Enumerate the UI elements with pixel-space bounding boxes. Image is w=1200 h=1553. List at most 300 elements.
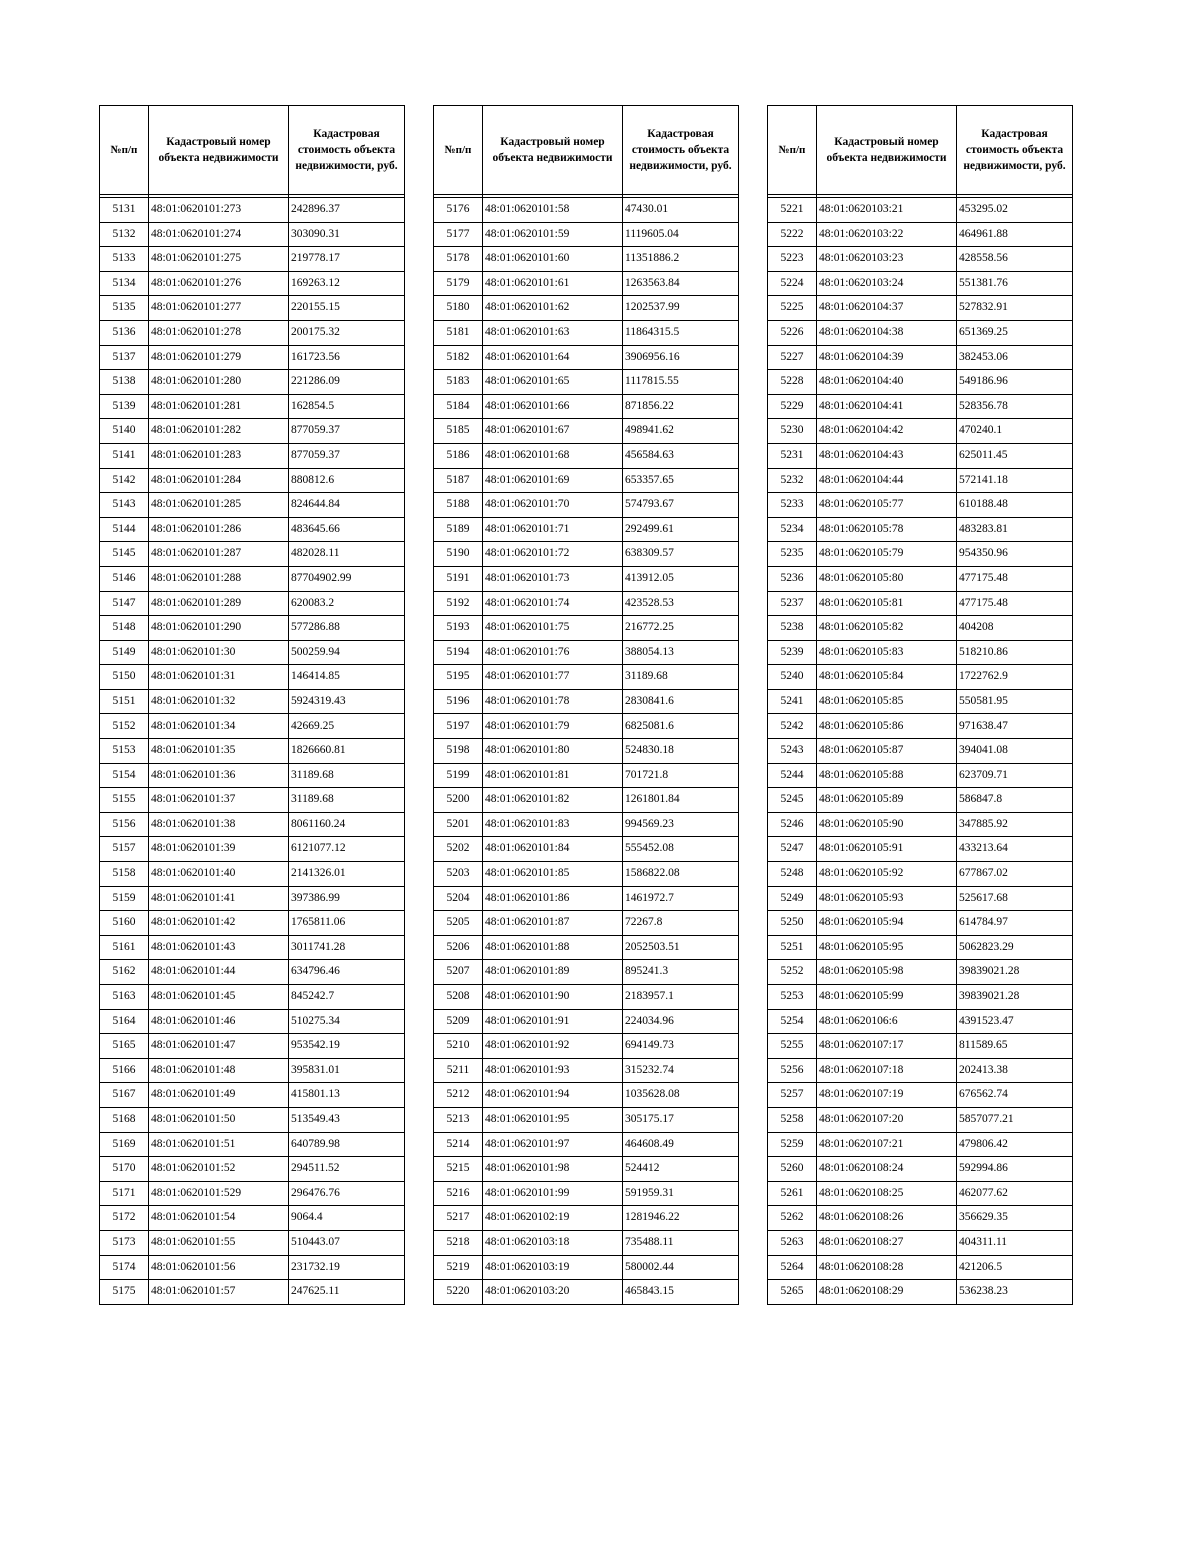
row-number: 5190 — [434, 542, 483, 567]
cadastral-number: 48:01:0620101:274 — [149, 222, 289, 247]
row-number: 5229 — [768, 394, 817, 419]
cadastral-number: 48:01:0620101:285 — [149, 493, 289, 518]
table-row — [768, 468, 1073, 493]
row-number: 5197 — [434, 714, 483, 739]
cadastral-value: 415801.13 — [289, 1083, 405, 1108]
cadastral-number: 48:01:0620107:18 — [817, 1058, 957, 1083]
row-number: 5173 — [100, 1230, 149, 1255]
row-number: 5164 — [100, 1009, 149, 1034]
table-row — [768, 320, 1073, 345]
table-row — [434, 271, 739, 296]
table-row — [434, 911, 739, 936]
cadastral-number: 48:01:0620104:42 — [817, 419, 957, 444]
cadastral-number: 48:01:0620101:62 — [483, 296, 623, 321]
row-number: 5256 — [768, 1058, 817, 1083]
cadastral-value: 871856.22 — [623, 394, 739, 419]
cadastral-value: 1586822.08 — [623, 862, 739, 887]
header-row — [768, 106, 1073, 195]
cadastral-number: 48:01:0620108:29 — [817, 1280, 957, 1305]
row-number: 5158 — [100, 862, 149, 887]
cadastral-value: 413912.05 — [623, 566, 739, 591]
table-row — [434, 345, 739, 370]
table-row — [768, 1107, 1073, 1132]
cadastral-value: 483645.66 — [289, 517, 405, 542]
cadastral-number: 48:01:0620101:75 — [483, 616, 623, 641]
row-number: 5189 — [434, 517, 483, 542]
cadastral-number: 48:01:0620101:31 — [149, 665, 289, 690]
table-row — [100, 935, 405, 960]
cadastral-number: 48:01:0620101:36 — [149, 763, 289, 788]
cadastral-number: 48:01:0620101:59 — [483, 222, 623, 247]
cadastral-value: 3906956.16 — [623, 345, 739, 370]
cadastral-value: 592994.86 — [957, 1157, 1073, 1182]
cadastral-value: 634796.46 — [289, 960, 405, 985]
table-row — [100, 1009, 405, 1034]
table-row — [768, 985, 1073, 1010]
table-row — [434, 665, 739, 690]
table-row — [100, 222, 405, 247]
cadastral-number: 48:01:0620101:82 — [483, 788, 623, 813]
cadastral-number: 48:01:0620101:72 — [483, 542, 623, 567]
cadastral-value: 701721.8 — [623, 763, 739, 788]
table-row — [434, 1181, 739, 1206]
cadastral-value: 87704902.99 — [289, 566, 405, 591]
cadastral-value: 292499.61 — [623, 517, 739, 542]
table-row — [100, 714, 405, 739]
row-number: 5140 — [100, 419, 149, 444]
row-number: 5257 — [768, 1083, 817, 1108]
cadastral-number: 48:01:0620103:20 — [483, 1280, 623, 1305]
cadastral-number: 48:01:0620105:98 — [817, 960, 957, 985]
table-row — [768, 911, 1073, 936]
cadastral-number: 48:01:0620101:529 — [149, 1181, 289, 1206]
row-number: 5176 — [434, 198, 483, 223]
table-row — [434, 1083, 739, 1108]
row-number: 5241 — [768, 689, 817, 714]
table-row — [768, 1083, 1073, 1108]
cadastral-value: 640789.98 — [289, 1132, 405, 1157]
table-row — [100, 985, 405, 1010]
table-row — [100, 886, 405, 911]
row-number: 5188 — [434, 493, 483, 518]
cadastral-value: 5924319.43 — [289, 689, 405, 714]
row-number: 5161 — [100, 935, 149, 960]
cadastral-value: 423528.53 — [623, 591, 739, 616]
row-number: 5239 — [768, 640, 817, 665]
cadastral-number: 48:01:0620101:44 — [149, 960, 289, 985]
table-row — [768, 1181, 1073, 1206]
cadastral-value: 202413.38 — [957, 1058, 1073, 1083]
cadastral-number: 48:01:0620105:99 — [817, 985, 957, 1010]
row-number: 5205 — [434, 911, 483, 936]
row-number: 5248 — [768, 862, 817, 887]
cadastral-value: 527832.91 — [957, 296, 1073, 321]
row-number: 5221 — [768, 198, 817, 223]
cadastral-number: 48:01:0620101:63 — [483, 320, 623, 345]
table-row — [768, 296, 1073, 321]
cadastral-number: 48:01:0620101:30 — [149, 640, 289, 665]
table-row — [768, 763, 1073, 788]
row-number: 5135 — [100, 296, 149, 321]
row-number: 5144 — [100, 517, 149, 542]
cadastral-value: 477175.48 — [957, 566, 1073, 591]
cadastral-value: 525617.68 — [957, 886, 1073, 911]
cadastral-number: 48:01:0620105:89 — [817, 788, 957, 813]
cadastral-number: 48:01:0620101:47 — [149, 1034, 289, 1059]
row-number: 5204 — [434, 886, 483, 911]
cadastral-value: 470240.1 — [957, 419, 1073, 444]
row-number: 5224 — [768, 271, 817, 296]
cadastral-value: 518210.86 — [957, 640, 1073, 665]
table-row — [434, 812, 739, 837]
table-row — [100, 394, 405, 419]
cadastral-number: 48:01:0620101:92 — [483, 1034, 623, 1059]
cadastral-number: 48:01:0620101:55 — [149, 1230, 289, 1255]
row-number: 5246 — [768, 812, 817, 837]
cadastral-value: 510275.34 — [289, 1009, 405, 1034]
cadastral-number: 48:01:0620101:80 — [483, 739, 623, 764]
table-row — [768, 862, 1073, 887]
row-number: 5219 — [434, 1255, 483, 1280]
row-number: 5258 — [768, 1107, 817, 1132]
table-row — [768, 1157, 1073, 1182]
cadastral-number: 48:01:0620101:83 — [483, 812, 623, 837]
cadastral-number: 48:01:0620101:66 — [483, 394, 623, 419]
cadastral-number: 48:01:0620105:82 — [817, 616, 957, 641]
table-row — [100, 198, 405, 223]
row-number: 5212 — [434, 1083, 483, 1108]
table-row — [434, 1255, 739, 1280]
cadastral-number: 48:01:0620105:94 — [817, 911, 957, 936]
cadastral-number: 48:01:0620105:92 — [817, 862, 957, 887]
table-row — [100, 862, 405, 887]
cadastral-number: 48:01:0620101:89 — [483, 960, 623, 985]
cadastral-value: 614784.97 — [957, 911, 1073, 936]
table-row — [434, 640, 739, 665]
row-number: 5263 — [768, 1230, 817, 1255]
cadastral-number: 48:01:0620105:86 — [817, 714, 957, 739]
cadastral-number: 48:01:0620101:50 — [149, 1107, 289, 1132]
table-row — [100, 665, 405, 690]
table-row — [434, 1034, 739, 1059]
table-row — [434, 320, 739, 345]
row-number: 5160 — [100, 911, 149, 936]
table-row — [434, 935, 739, 960]
row-number: 5175 — [100, 1280, 149, 1305]
cadastral-number: 48:01:0620101:281 — [149, 394, 289, 419]
cadastral-number: 48:01:0620101:49 — [149, 1083, 289, 1108]
row-number: 5193 — [434, 616, 483, 641]
table-row — [100, 911, 405, 936]
row-number: 5236 — [768, 566, 817, 591]
cadastral-value: 623709.71 — [957, 763, 1073, 788]
table-row — [768, 1058, 1073, 1083]
cadastral-value: 971638.47 — [957, 714, 1073, 739]
row-number: 5265 — [768, 1280, 817, 1305]
table-row — [434, 985, 739, 1010]
cadastral-number: 48:01:0620105:90 — [817, 812, 957, 837]
cadastral-number: 48:01:0620101:97 — [483, 1132, 623, 1157]
cadastral-value: 395831.01 — [289, 1058, 405, 1083]
row-number: 5208 — [434, 985, 483, 1010]
cadastral-value: 638309.57 — [623, 542, 739, 567]
table-row — [434, 1009, 739, 1034]
cadastral-number: 48:01:0620101:41 — [149, 886, 289, 911]
row-number: 5217 — [434, 1206, 483, 1231]
row-number: 5234 — [768, 517, 817, 542]
cadastral-value: 221286.09 — [289, 370, 405, 395]
row-number: 5143 — [100, 493, 149, 518]
row-number: 5174 — [100, 1255, 149, 1280]
cadastral-number: 48:01:0620105:85 — [817, 689, 957, 714]
row-number: 5177 — [434, 222, 483, 247]
header-cadastral-number: Кадастровый номер объекта недвижимости — [483, 106, 623, 195]
table-row — [434, 1132, 739, 1157]
table-row — [100, 1132, 405, 1157]
row-number: 5187 — [434, 468, 483, 493]
cadastral-value: 247625.11 — [289, 1280, 405, 1305]
cadastral-number: 48:01:0620101:52 — [149, 1157, 289, 1182]
row-number: 5165 — [100, 1034, 149, 1059]
cadastral-value: 394041.08 — [957, 739, 1073, 764]
header-num: №п/п — [768, 106, 817, 195]
row-number: 5186 — [434, 443, 483, 468]
table-row — [100, 320, 405, 345]
table-row — [434, 443, 739, 468]
cadastral-value: 146414.85 — [289, 665, 405, 690]
cadastral-value: 200175.32 — [289, 320, 405, 345]
cadastral-number: 48:01:0620103:21 — [817, 198, 957, 223]
cadastral-value: 524830.18 — [623, 739, 739, 764]
table-row — [100, 689, 405, 714]
row-number: 5153 — [100, 739, 149, 764]
row-number: 5245 — [768, 788, 817, 813]
header-num: №п/п — [434, 106, 483, 195]
cadastral-value: 1119605.04 — [623, 222, 739, 247]
cadastral-number: 48:01:0620101:56 — [149, 1255, 289, 1280]
cadastral-value: 397386.99 — [289, 886, 405, 911]
table-row — [100, 960, 405, 985]
table-row — [100, 419, 405, 444]
cadastral-number: 48:01:0620101:88 — [483, 935, 623, 960]
cadastral-number: 48:01:0620101:98 — [483, 1157, 623, 1182]
row-number: 5254 — [768, 1009, 817, 1034]
cadastral-number: 48:01:0620106:6 — [817, 1009, 957, 1034]
cadastral-value: 524412 — [623, 1157, 739, 1182]
header-cadastral-number: Кадастровый номер объекта недвижимости — [149, 106, 289, 195]
table-row — [768, 739, 1073, 764]
cadastral-number: 48:01:0620101:35 — [149, 739, 289, 764]
cadastral-value: 1826660.81 — [289, 739, 405, 764]
table-row — [768, 271, 1073, 296]
row-number: 5196 — [434, 689, 483, 714]
cadastral-number: 48:01:0620101:70 — [483, 493, 623, 518]
row-number: 5255 — [768, 1034, 817, 1059]
row-number: 5142 — [100, 468, 149, 493]
cadastral-number: 48:01:0620101:76 — [483, 640, 623, 665]
cadastral-value: 555452.08 — [623, 837, 739, 862]
table-row — [434, 394, 739, 419]
cadastral-number: 48:01:0620101:280 — [149, 370, 289, 395]
cadastral-value: 483283.81 — [957, 517, 1073, 542]
row-number: 5154 — [100, 763, 149, 788]
header-num: №п/п — [100, 106, 149, 195]
row-number: 5200 — [434, 788, 483, 813]
table-row — [768, 419, 1073, 444]
cadastral-number: 48:01:0620101:283 — [149, 443, 289, 468]
cadastral-value: 1281946.22 — [623, 1206, 739, 1231]
row-number: 5185 — [434, 419, 483, 444]
cadastral-value: 6121077.12 — [289, 837, 405, 862]
cadastre-table-3 — [767, 105, 1073, 1305]
cadastral-number: 48:01:0620105:79 — [817, 542, 957, 567]
cadastral-number: 48:01:0620101:43 — [149, 935, 289, 960]
table-row — [100, 345, 405, 370]
cadastral-number: 48:01:0620101:65 — [483, 370, 623, 395]
cadastral-number: 48:01:0620101:278 — [149, 320, 289, 345]
row-number: 5148 — [100, 616, 149, 641]
table-row — [100, 370, 405, 395]
cadastral-number: 48:01:0620105:87 — [817, 739, 957, 764]
table-row — [768, 616, 1073, 641]
cadastral-number: 48:01:0620101:32 — [149, 689, 289, 714]
table-row — [768, 345, 1073, 370]
cadastral-value: 2830841.6 — [623, 689, 739, 714]
cadastral-number: 48:01:0620104:43 — [817, 443, 957, 468]
cadastral-value: 464961.88 — [957, 222, 1073, 247]
table-row — [100, 271, 405, 296]
row-number: 5198 — [434, 739, 483, 764]
table-row — [768, 960, 1073, 985]
cadastral-value: 877059.37 — [289, 443, 405, 468]
cadastral-number: 48:01:0620105:77 — [817, 493, 957, 518]
row-number: 5183 — [434, 370, 483, 395]
row-number: 5145 — [100, 542, 149, 567]
cadastral-value: 2141326.01 — [289, 862, 405, 887]
row-number: 5211 — [434, 1058, 483, 1083]
table-row — [434, 419, 739, 444]
cadastral-number: 48:01:0620101:79 — [483, 714, 623, 739]
row-number: 5233 — [768, 493, 817, 518]
row-number: 5169 — [100, 1132, 149, 1157]
cadastral-number: 48:01:0620103:22 — [817, 222, 957, 247]
cadastral-value: 464608.49 — [623, 1132, 739, 1157]
cadastral-value: 653357.65 — [623, 468, 739, 493]
table-row — [100, 616, 405, 641]
cadastral-value: 513549.43 — [289, 1107, 405, 1132]
row-number: 5237 — [768, 591, 817, 616]
row-number: 5209 — [434, 1009, 483, 1034]
cadastral-value: 550581.95 — [957, 689, 1073, 714]
table-row — [100, 1058, 405, 1083]
row-number: 5159 — [100, 886, 149, 911]
cadastral-value: 47430.01 — [623, 198, 739, 223]
row-number: 5147 — [100, 591, 149, 616]
row-number: 5155 — [100, 788, 149, 813]
row-number: 5226 — [768, 320, 817, 345]
row-number: 5249 — [768, 886, 817, 911]
row-number: 5232 — [768, 468, 817, 493]
table-row — [768, 935, 1073, 960]
cadastral-number: 48:01:0620108:27 — [817, 1230, 957, 1255]
table-row — [100, 566, 405, 591]
cadastral-number: 48:01:0620101:95 — [483, 1107, 623, 1132]
cadastral-number: 48:01:0620101:287 — [149, 542, 289, 567]
cadastral-value: 1035628.08 — [623, 1083, 739, 1108]
cadastral-number: 48:01:0620101:81 — [483, 763, 623, 788]
cadastral-value: 574793.67 — [623, 493, 739, 518]
header-row — [100, 106, 405, 195]
table-row — [434, 837, 739, 862]
cadastral-value: 591959.31 — [623, 1181, 739, 1206]
row-number: 5218 — [434, 1230, 483, 1255]
table-row — [768, 689, 1073, 714]
cadastral-number: 48:01:0620101:279 — [149, 345, 289, 370]
cadastral-value: 625011.45 — [957, 443, 1073, 468]
cadastral-value: 453295.02 — [957, 198, 1073, 223]
cadastral-value: 824644.84 — [289, 493, 405, 518]
cadastral-number: 48:01:0620104:39 — [817, 345, 957, 370]
table-body — [768, 106, 1073, 1305]
cadastral-number: 48:01:0620101:38 — [149, 812, 289, 837]
cadastral-value: 169263.12 — [289, 271, 405, 296]
cadastral-number: 48:01:0620101:67 — [483, 419, 623, 444]
cadastral-number: 48:01:0620101:54 — [149, 1206, 289, 1231]
cadastral-value: 6825081.6 — [623, 714, 739, 739]
cadastral-number: 48:01:0620108:26 — [817, 1206, 957, 1231]
row-number: 5231 — [768, 443, 817, 468]
row-number: 5216 — [434, 1181, 483, 1206]
table-body — [100, 106, 405, 1305]
cadastral-value: 31189.68 — [289, 788, 405, 813]
row-number: 5194 — [434, 640, 483, 665]
row-number: 5251 — [768, 935, 817, 960]
cadastral-number: 48:01:0620101:42 — [149, 911, 289, 936]
row-number: 5206 — [434, 935, 483, 960]
row-number: 5261 — [768, 1181, 817, 1206]
row-number: 5199 — [434, 763, 483, 788]
cadastral-value: 5062823.29 — [957, 935, 1073, 960]
table-row — [100, 1280, 405, 1305]
cadastral-value: 3011741.28 — [289, 935, 405, 960]
cadastral-number: 48:01:0620107:19 — [817, 1083, 957, 1108]
cadastral-number: 48:01:0620101:64 — [483, 345, 623, 370]
cadastral-number: 48:01:0620103:23 — [817, 247, 957, 272]
table-row — [100, 247, 405, 272]
cadastral-value: 224034.96 — [623, 1009, 739, 1034]
cadastral-number: 48:01:0620101:77 — [483, 665, 623, 690]
cadastral-value: 216772.25 — [623, 616, 739, 641]
row-number: 5203 — [434, 862, 483, 887]
cadastral-number: 48:01:0620101:74 — [483, 591, 623, 616]
cadastral-value: 4391523.47 — [957, 1009, 1073, 1034]
table-row — [434, 542, 739, 567]
table-row — [768, 640, 1073, 665]
cadastral-value: 482028.11 — [289, 542, 405, 567]
table-row — [434, 763, 739, 788]
row-number: 5172 — [100, 1206, 149, 1231]
table-body — [434, 106, 739, 1305]
cadastral-value: 620083.2 — [289, 591, 405, 616]
row-number: 5192 — [434, 591, 483, 616]
row-number: 5195 — [434, 665, 483, 690]
cadastral-number: 48:01:0620101:84 — [483, 837, 623, 862]
cadastral-value: 500259.94 — [289, 640, 405, 665]
cadastre-table-2 — [433, 105, 739, 1305]
table-row — [434, 1206, 739, 1231]
table-row — [434, 1280, 739, 1305]
cadastral-value: 404208 — [957, 616, 1073, 641]
